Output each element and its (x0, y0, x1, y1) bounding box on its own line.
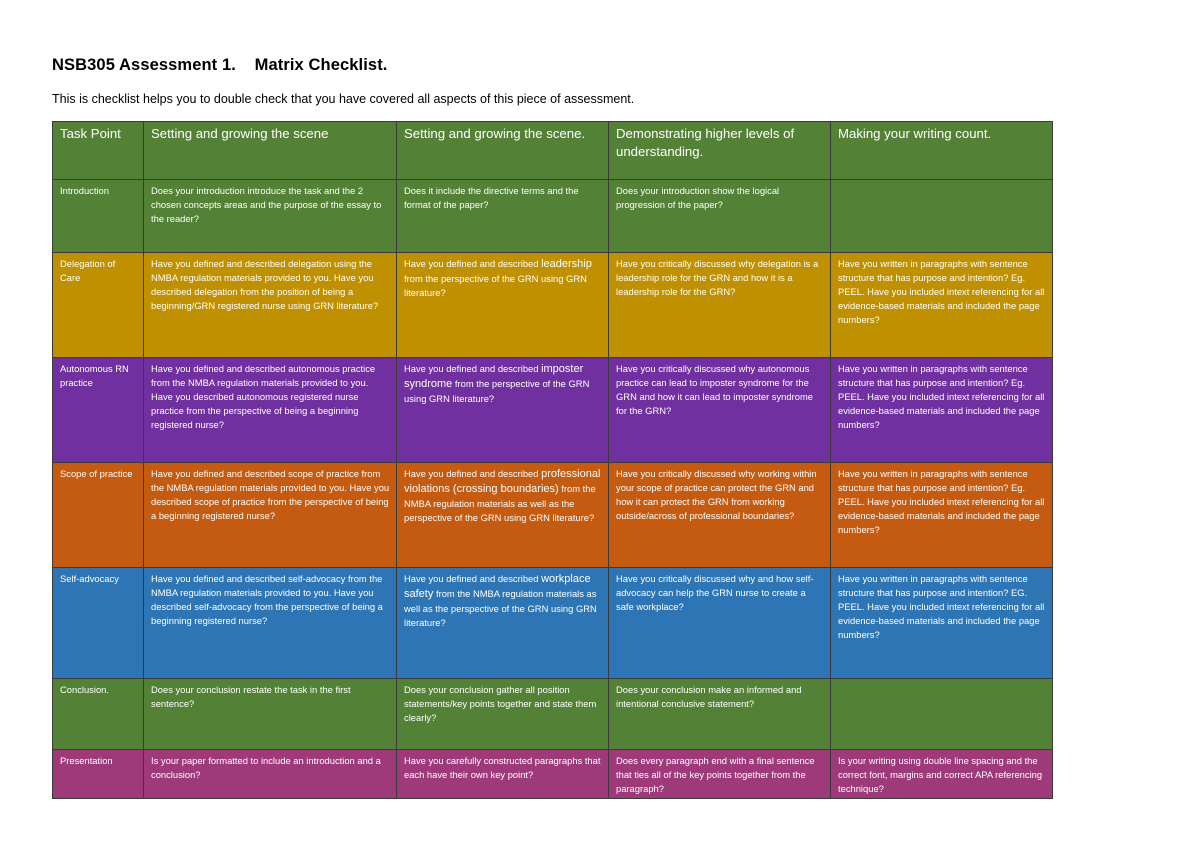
cell-setting-scene-1: Have you defined and described scope of practice from the NMBA regulation materials provided to you. Have you described scope of practice from the perspective of being a beginning registered nurse? (144, 463, 397, 568)
header-higher-understanding: Demonstrating higher levels of understanding. (609, 122, 831, 180)
cell-setting-scene-1: Have you defined and described delegation using the NMBA regulation materials provided to you. Have you described delegation from the position of being a beginning/GRN registered nurse using GRN literature? (144, 253, 397, 358)
cell-higher-understanding: Have you critically discussed why and how self-advocacy can help the GRN nurse to create a safe workplace? (609, 568, 831, 679)
cell-setting-scene-2: Have you carefully constructed paragraphs that each have their own key point? (397, 750, 609, 799)
cell-text: Have you defined and described (404, 573, 539, 584)
cell-setting-scene-1: Does your conclusion restate the task in the first sentence? (144, 679, 397, 750)
table-row-self-advocacy (53, 568, 1053, 679)
cell-higher-understanding: Have you critically discussed why autonomous practice can lead to imposter syndrome for the GRN and how it can lead to imposter syndrome for the GRN? (609, 358, 831, 463)
table-row-conclusion (53, 679, 1053, 750)
task-cell: Autonomous RN practice (53, 358, 144, 463)
cell-setting-scene-1: Does your introduction introduce the task and the 2 chosen concepts areas and the purpose of the essay to the reader? (144, 180, 397, 253)
header-task-point: Task Point (53, 122, 144, 180)
cell-writing-count (831, 180, 1053, 253)
header-setting-scene-2: Setting and growing the scene. (397, 122, 609, 180)
cell-text: Have you defined and described (404, 468, 539, 479)
header-writing-count: Making your writing count. (831, 122, 1053, 180)
task-cell: Conclusion. (53, 679, 144, 750)
highlighted-term: leadership (541, 258, 592, 270)
cell-setting-scene-1: Is your paper formatted to include an introduction and a conclusion? (144, 750, 397, 799)
highlighted-term: professional violations (crossing boundaries) (404, 468, 601, 495)
table-row-introduction (53, 180, 1053, 253)
cell-setting-scene-2: Does it include the directive terms and the format of the paper? (397, 180, 609, 253)
cell-writing-count: Is your writing using double line spacing and the correct font, margins and correct APA referencing technique? (831, 750, 1053, 799)
cell-writing-count: Have you written in paragraphs with sentence structure that has purpose and intention? Eg. PEEL. Have you included intext referencing for all evidence-based materials and included the page numbers? (831, 358, 1053, 463)
task-cell: Scope of practice (53, 463, 144, 568)
task-cell: Introduction (53, 180, 144, 253)
task-cell: Delegation of Care (53, 253, 144, 358)
cell-setting-scene-2 (397, 253, 609, 358)
table-row-scope-of-practice (53, 463, 1053, 568)
cell-text: from the NMBA regulation materials as well as the perspective of the GRN using GRN literature? (404, 587, 597, 628)
highlighted-term: workplace safety (404, 573, 591, 600)
table-row-autonomous-practice (53, 358, 1053, 463)
cell-writing-count: Have you written in paragraphs with sentence structure that has purpose and intention? EG. PEEL. Have you included intext referencing for all evidence-based materials and included the page numbers? (831, 568, 1053, 679)
cell-setting-scene-2 (397, 463, 609, 568)
cell-higher-understanding: Have you critically discussed why delegation is a leadership role for the GRN and how it is a leadership role for the GRN? (609, 253, 831, 358)
cell-setting-scene-2 (397, 358, 609, 463)
table-header-row (53, 122, 1053, 180)
cell-higher-understanding: Does your conclusion make an informed and intentional conclusive statement? (609, 679, 831, 750)
cell-text: from the perspective of the GRN using GRN literature? (404, 272, 587, 298)
task-cell: Self-advocacy (53, 568, 144, 679)
table-row-presentation (53, 750, 1053, 799)
table-row-delegation (53, 253, 1053, 358)
cell-writing-count (831, 679, 1053, 750)
matrix-checklist-table (52, 121, 1053, 799)
cell-text: from the perspective of the GRN using GRN literature? (404, 377, 590, 404)
cell-higher-understanding: Does your introduction show the logical progression of the paper? (609, 180, 831, 253)
intro-text: This is checklist helps you to double check that you have covered all aspects of this piece of assessment. (52, 92, 635, 106)
cell-writing-count: Have you written in paragraphs with sentence structure that has purpose and intention? Eg. PEEL. Have you included intext referencing for all evidence-based materials and included the page numbers? (831, 253, 1053, 358)
cell-setting-scene-2 (397, 568, 609, 679)
cell-setting-scene-2: Does your conclusion gather all position statements/key points together and state them clearly? (397, 679, 609, 750)
cell-higher-understanding: Does every paragraph end with a final sentence that ties all of the key points together from the paragraph? (609, 750, 831, 799)
cell-writing-count: Have you written in paragraphs with sentence structure that has purpose and intention? Eg. PEEL. Have you included intext referencing for all evidence-based materials and included the page numbers? (831, 463, 1053, 568)
cell-setting-scene-1: Have you defined and described autonomous practice from the NMBA regulation materials provided to you. Have you described autonomous registered nurse practice from the perspective of being a beginning registered nurse? (144, 358, 397, 463)
cell-text: Have you defined and described (404, 363, 539, 374)
task-cell: Presentation (53, 750, 144, 799)
cell-text: Have you defined and described (404, 258, 539, 269)
highlighted-term: imposter syndrome (404, 363, 584, 390)
cell-higher-understanding: Have you critically discussed why working within your scope of practice can protect the GRN and how it can protect the GRN from working outside/across of professional boundaries? (609, 463, 831, 568)
cell-setting-scene-1: Have you defined and described self-advocacy from the NMBA regulation materials provided to you. Have you described self-advocacy from the perspective of being a beginning registered nurse? (144, 568, 397, 679)
header-setting-scene-1: Setting and growing the scene (144, 122, 397, 180)
page-title: NSB305 Assessment 1. Matrix Checklist. (52, 56, 388, 74)
cell-text: from the NMBA regulation materials as well as the perspective of the GRN using GRN literature? (404, 482, 596, 523)
